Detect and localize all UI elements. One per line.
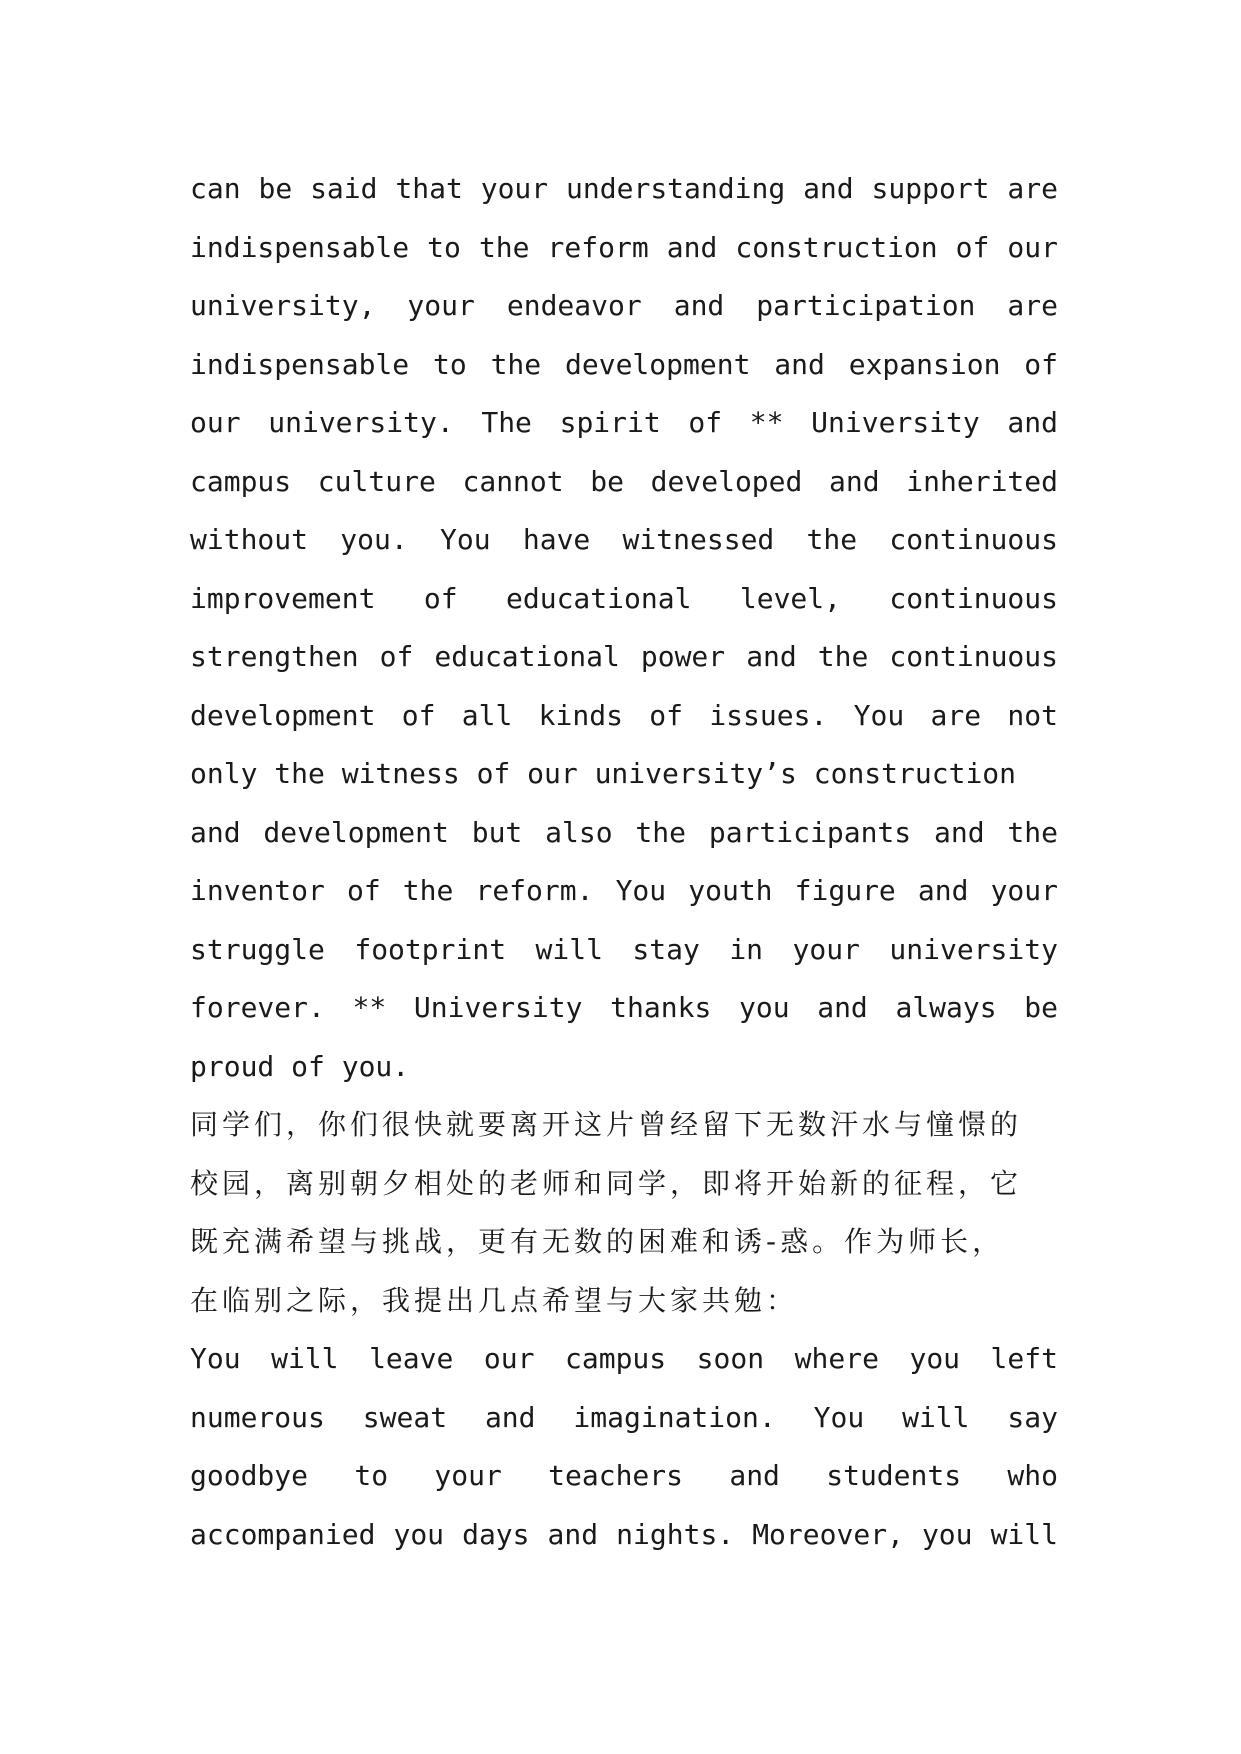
text-line: goodbye to your teachers and students who bbox=[190, 1459, 1058, 1492]
paragraph-chinese bbox=[190, 1096, 1058, 1330]
text-line: inventor of the reform. You youth figure and your bbox=[190, 874, 1058, 907]
text-line: numerous sweat and imagination. You will say bbox=[190, 1400, 1058, 1434]
text-line: can be said that your understanding and support are bbox=[190, 172, 1058, 205]
text-line-cn: 同学们，你们很快就要离开这片曾经留下无数汗水与憧憬的 bbox=[190, 1108, 1023, 1141]
text-line: accompanied you days and nights. Moreover, you will bbox=[190, 1517, 1058, 1551]
text-line: forever. ** University thanks you and always be bbox=[190, 991, 1058, 1024]
text-line-cn: 校园，离别朝夕相处的老师和同学，即将开始新的征程，它 bbox=[190, 1166, 1023, 1200]
text-line: university, your endeavor and participation are bbox=[190, 289, 1058, 322]
text-line: You will leave our campus soon where you left bbox=[190, 1342, 1058, 1375]
text-line-cn: 在临别之际，我提出几点希望与大家共勉： bbox=[190, 1283, 799, 1317]
text-line: proud of you. bbox=[190, 1049, 410, 1083]
text-line: strengthen of educational power and the continuous bbox=[190, 640, 1058, 673]
paragraph-english-1 bbox=[190, 160, 1058, 1096]
text-line: and development but also the participants and the bbox=[190, 815, 1058, 849]
paragraph-english-2 bbox=[190, 1330, 1058, 1564]
text-line: without you. You have witnessed the continuous bbox=[190, 523, 1058, 556]
document-page bbox=[190, 160, 1058, 1564]
text-line: our university. The spirit of ** University and bbox=[190, 406, 1058, 439]
text-line: only the witness of our university’s construction bbox=[190, 757, 1017, 790]
text-line: campus culture cannot be developed and inherited bbox=[190, 464, 1058, 498]
text-line: indispensable to the reform and construction of our bbox=[190, 230, 1058, 264]
text-line: indispensable to the development and expansion of bbox=[190, 347, 1058, 381]
text-line-cn: 既充满希望与挑战，更有无数的困难和诱-惑。作为师长， bbox=[190, 1225, 1005, 1258]
text-line: struggle footprint will stay in your university bbox=[190, 932, 1058, 966]
text-line: development of all kinds of issues. You are not bbox=[190, 698, 1058, 732]
text-line: improvement of educational level, continuous bbox=[190, 581, 1058, 615]
